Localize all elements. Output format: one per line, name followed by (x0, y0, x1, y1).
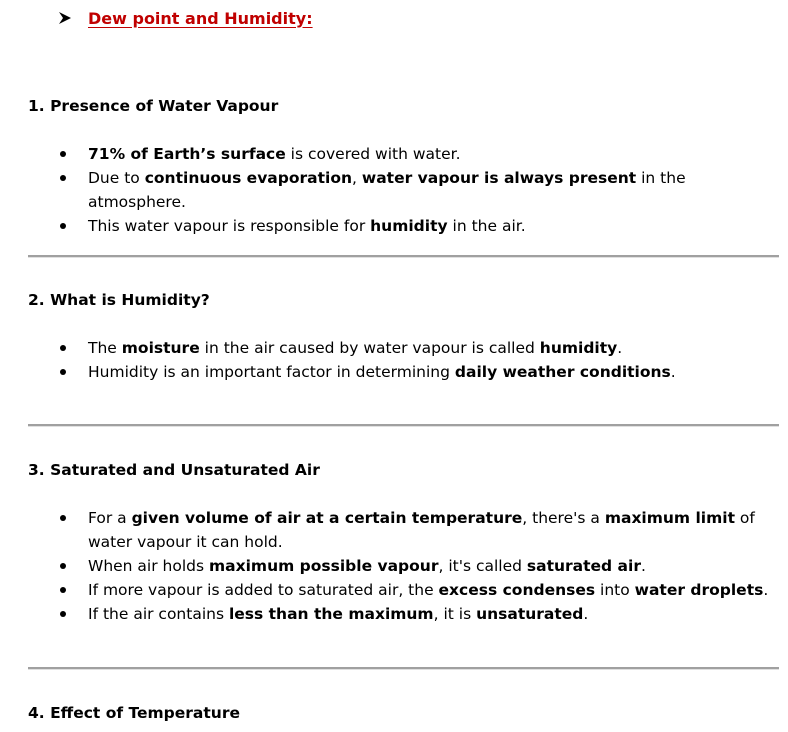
bold-text: water vapour is always present (361, 169, 637, 187)
list-item (60, 166, 778, 214)
text-run: , there's a (522, 509, 605, 527)
text-run: Due to (88, 169, 145, 187)
text-run: When air holds (88, 557, 209, 575)
bullet-dot-icon (60, 345, 66, 351)
text-run: . (670, 363, 676, 381)
bold-text: maximum possible vapour (209, 557, 439, 575)
text-run: Humidity is an important factor in determining (88, 363, 455, 381)
text-run: . (640, 557, 646, 575)
text-run: This water vapour is responsible for (88, 217, 371, 235)
text-run: is covered with water. (285, 145, 461, 163)
section-heading: 1. Presence of Water Vapour (28, 97, 279, 115)
section-effect-of-temperature (28, 703, 778, 723)
section-presence-of-water-vapour (28, 96, 778, 235)
section-what-is-humidity (28, 290, 778, 381)
text-run: . (617, 339, 623, 357)
section-saturated-and-unsaturated-air (28, 460, 778, 623)
text-run: , it is (433, 605, 477, 623)
text-run: in the air. (447, 217, 526, 235)
horizontal-rule (28, 424, 779, 427)
bold-text: humidity (370, 217, 448, 235)
bold-text: moisture (121, 339, 200, 357)
bullet-list (60, 142, 778, 238)
bullet-dot-icon (60, 175, 66, 181)
text-run: For a (88, 509, 132, 527)
document-title-row (58, 6, 313, 30)
text-run: of water vapour it can hold. (88, 509, 755, 551)
bold-text: saturated air (526, 557, 641, 575)
list-item (60, 554, 778, 578)
bullet-dot-icon (60, 515, 66, 521)
horizontal-rule (28, 255, 779, 258)
bullet-dot-icon (60, 563, 66, 569)
horizontal-rule (28, 667, 779, 670)
document-title: Dew point and Humidity: (88, 8, 313, 28)
bullet-list (60, 336, 778, 384)
bold-text: unsaturated (476, 605, 584, 623)
text-run: in the atmosphere. (88, 169, 686, 211)
bold-text: 71% of Earth’s surface (88, 145, 286, 163)
list-item (60, 360, 778, 384)
section-heading: 4. Effect of Temperature (28, 704, 240, 722)
bullet-dot-icon (60, 369, 66, 375)
list-item (60, 336, 778, 360)
list-item (60, 142, 778, 166)
bullet-list (60, 506, 778, 626)
bold-text: excess condenses (438, 581, 596, 599)
text-run: If the air contains (88, 605, 229, 623)
bold-text: given volume of air at a certain temperature (131, 509, 523, 527)
bullet-dot-icon (60, 587, 66, 593)
text-run: . (583, 605, 589, 623)
text-run: , (352, 169, 362, 187)
arrowhead-bullet-icon (58, 11, 72, 25)
list-item (60, 506, 778, 554)
bold-text: maximum limit (604, 509, 735, 527)
list-item (60, 602, 778, 626)
list-item (60, 578, 778, 602)
bold-text: water droplets (634, 581, 764, 599)
text-run: If more vapour is added to saturated air, the (88, 581, 439, 599)
text-run: in the air caused by water vapour is called (199, 339, 540, 357)
section-heading: 2. What is Humidity? (28, 291, 210, 309)
section-heading: 3. Saturated and Unsaturated Air (28, 461, 320, 479)
bold-text: daily weather conditions (454, 363, 671, 381)
bullet-dot-icon (60, 151, 66, 157)
bullet-dot-icon (60, 611, 66, 617)
bold-text: less than the maximum (228, 605, 434, 623)
list-item (60, 214, 778, 238)
bullet-dot-icon (60, 223, 66, 229)
bold-text: humidity (539, 339, 618, 357)
text-run: . (763, 581, 769, 599)
bold-text: continuous evaporation (144, 169, 353, 187)
text-run: , it's called (438, 557, 527, 575)
text-run: The (88, 339, 122, 357)
text-run: into (595, 581, 635, 599)
